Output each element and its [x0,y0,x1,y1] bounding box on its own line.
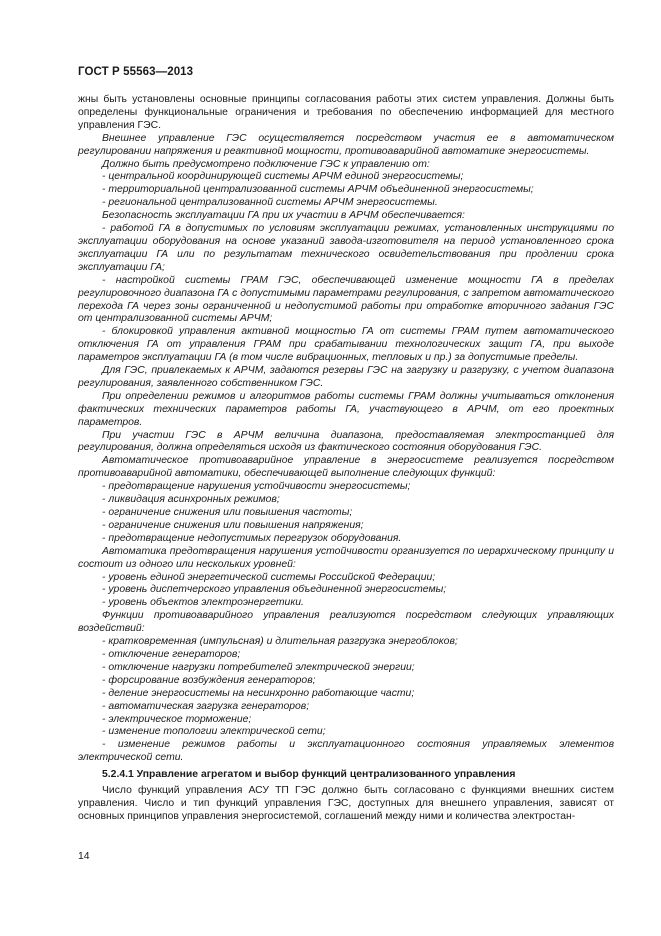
final-paragraph: Число функций управления АСУ ТП ГЭС должно быть согласовано с функциями внешних систем управления. Число и тип функций управления ГЭС, доступных для внешнего управления, зависят от основных принципов управления энергосистемой, соглашений между ними и количества электростан- [78,785,614,822]
list-item: - отключение генераторов; [102,648,241,660]
list-item: - уровень диспетчерского управления объединенной энергосистемы; [102,584,447,596]
list-item: - работой ГА в допустимых по условиям эксплуатации режимах, установленных инструкциями по эксплуатации оборудования на основе указаний завода-изготовителя на период установленного срока эксплуатации ГА или по результатам технического освидетельствования при продлении срока эксплуатации ГА; [78,223,614,273]
stability-paragraph: Автоматика предотвращения нарушения устойчивости организуется по иерархическому принципу и состоит из одного или нескольких уровней: [78,545,614,570]
list-item: - предотвращение недопустимых перегрузок оборудования. [102,532,402,544]
list-item: - территориальной централизованной системы АРЧМ объединенной энергосистемы; [102,184,534,196]
list-item: - региональной централизованной системы АРЧМ энергосистемы. [102,197,438,209]
safety-paragraph: Безопасность эксплуатации ГА при их участии в АРЧМ обеспечивается: [102,210,465,222]
range-paragraph: При участии ГЭС в АРЧМ величина диапазона, предоставляемая электростанцией для регулирования, должна определяться исходя из фактического состояния оборудования ГЭС. [78,429,614,454]
list-item: - ограничение снижения или повышения напряжения; [102,519,364,531]
actions-paragraph: Функции противоаварийного управления реализуются посредством следующих управляющих воздействий: [78,610,614,635]
list-item: - форсирование возбуждения генераторов; [102,674,316,686]
page-number: 14 [78,851,90,862]
list-item: - уровень единой энергетической системы Российской Федерации; [102,571,436,583]
page-body [78,94,614,824]
intro-paragraph: жны быть установлены основные принципы согласования работы этих систем управления. Должны быть определены функциональные ограничения и требования по обеспечению информацией для местного управления ГЭС. [78,94,614,131]
list-item: - изменение топологии электрической сети; [102,726,326,738]
reserves-paragraph: Для ГЭС, привлекаемых к АРЧМ, задаются резервы ГЭС на загрузку и разгрузку, с учетом диапазона регулирования, заявленного собственником ГЭС. [78,365,614,389]
list-item: - деление энергосистемы на несинхронно работающие части; [102,687,415,699]
document-header: ГОСТ Р 55563—2013 [78,66,194,78]
list-item: - предотвращение нарушения устойчивости энергосистемы; [102,481,411,493]
list-item: - центральной координирующей системы АРЧМ единой энергосистемы; [102,171,464,183]
list-item: - настройкой системы ГРАМ ГЭС, обеспечивающей изменение мощности ГА в пределах регулировочного диапазона ГА с допустимыми параметрами регулирования, с запретом автоматического перехода ГА через зоны ограниченной и недопустимой работы при отработке вторичного задания ГЭС от централизованной системы АРЧМ; [78,274,614,325]
list-item: - ликвидация асинхронных режимов; [102,494,280,506]
section-heading: 5.2.4.1 Управление агрегатом и выбор функций централизованного управления [102,769,516,781]
connection-paragraph: Должно быть предусмотрено подключение ГЭС к управлению от: [102,158,430,170]
modes-paragraph: При определении режимов и алгоритмов работы системы ГРАМ должны учитываться отклонения фактических технических параметров работы ГА, участвующего в АРЧМ, от его проектных параметров. [78,390,614,428]
list-item: - изменение режимов работы и эксплуатационного состояния управляемых элементов электрической сети. [78,739,614,764]
list-item: - отключение нагрузки потребителей электрической энергии; [102,661,415,673]
external-control-paragraph: Внешнее управление ГЭС осуществляется посредством участия ее в автоматическом регулировании напряжения и реактивной мощности, противоаварийной автоматике энергосистемы. [78,132,614,157]
list-item: - уровень объектов электроэнергетики. [102,597,304,609]
list-item: - ограничение снижения или повышения частоты; [102,507,353,518]
emergency-paragraph: Автоматическое противоаварийное управление в энергосистеме реализуется посредством противоаварийной автоматики, обеспечивающей выполнение следующих функций: [78,455,614,480]
list-item: - автоматическая загрузка генераторов; [102,700,310,712]
list-item: - кратковременная (импульсная) и длительная разгрузка энергоблоков; [102,636,458,648]
list-item: - блокировкой управления активной мощностью ГА от системы ГРАМ путем автоматического отключения ГА от управления ГРАМ при срабатывании технологических защит ГА, при выходе параметров эксплуатации ГА (в том числе вибрационных, тепловых и пр.) за допустимые пределы. [78,326,614,364]
list-item: - электрическое торможение; [102,713,252,725]
